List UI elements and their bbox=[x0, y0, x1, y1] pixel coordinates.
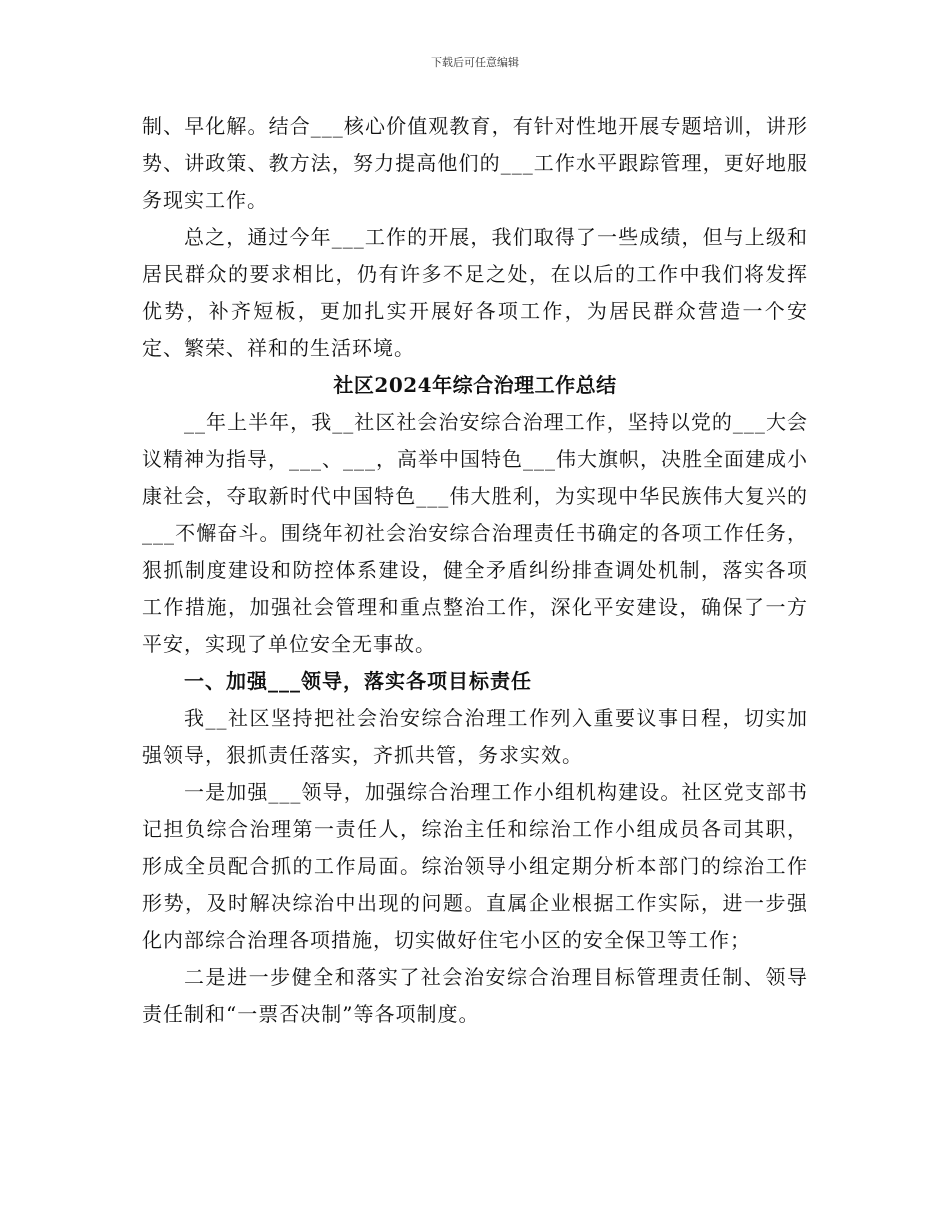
paragraph-point-two: 二是进一步健全和落实了社会治安综合治理目标管理责任制、领导责任制和“一票否决制”等各项制度。 bbox=[142, 965, 808, 1026]
section-heading-1: 一、加强___领导，落实各项目标责任 bbox=[184, 669, 532, 693]
document-title: 社区2024年综合治理工作总结 bbox=[333, 373, 617, 397]
paragraph-continuation: 制、早化解。结合___核心价值观教育，有针对性地开展专题培训，讲形势、讲政策、教方法，努力提高他们的___工作水平跟踪管理，更好地服务现实工作。 bbox=[142, 114, 808, 212]
paragraph-conclusion: 总之，通过今年___工作的开展，我们取得了一些成绩，但与上级和居民群众的要求相比，仍有许多不足之处，在以后的工作中我们将发挥优势，补齐短板，更加扎实开展好各项工作，为居民群众营造一个安定、繁荣、祥和的生活环境。 bbox=[142, 225, 808, 360]
paragraph-section1-lead: 我__社区坚持把社会治安综合治理工作列入重要议事日程，切实加强领导，狠抓责任落实，齐抓共管，务求实效。 bbox=[142, 706, 808, 767]
paragraph-point-one: 一是加强___领导，加强综合治理工作小组机构建设。社区党支部书记担负综合治理第一责任人，综治主任和综治工作小组成员各司其职，形成全员配合抓的工作局面。综治领导小组定期分析本部门的综治工作形势，及时解决综治中出现的问题。直属企业根据工作实际，进一步强化内部综合治理各项措施，切实做好住宅小区的安全保卫等工作； bbox=[142, 780, 808, 952]
paragraph-intro: __年上半年，我__社区社会治安综合治理工作，坚持以党的___大会议精神为指导，___、___，高举中国特色___伟大旗帜，决胜全面建成小康社会，夺取新时代中国特色___伟大胜利，为实现中华民族伟大复兴的___不懈奋斗。围绕年初社会治安综合治理责任书确定的各项工作任务，狠抓制度建设和防控体系建设，健全矛盾纠纷排查调处机制，落实各项工作措施，加强社会管理和重点整治工作，深化平安建设，确保了一方平安，实现了单位安全无事故。 bbox=[142, 410, 808, 656]
document-body bbox=[142, 108, 808, 1033]
page-header: 下载后可任意编辑 bbox=[431, 56, 519, 69]
